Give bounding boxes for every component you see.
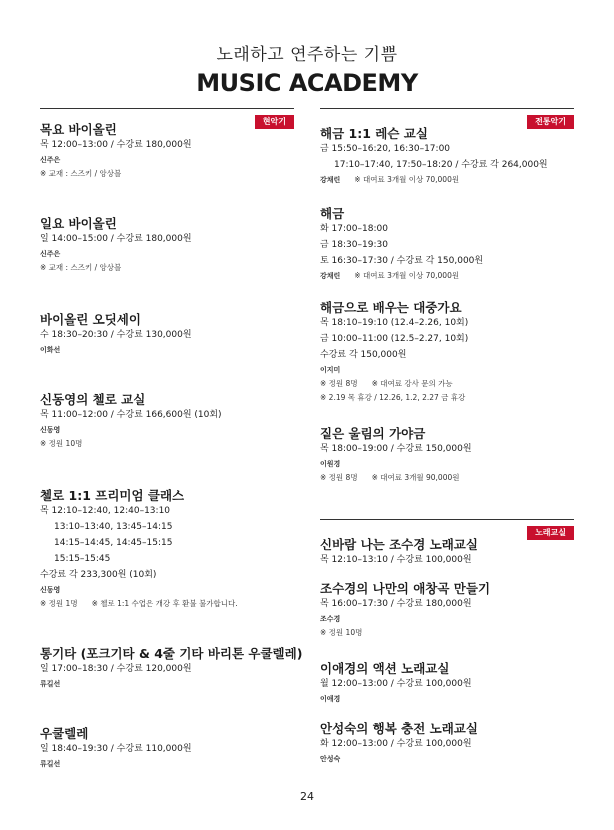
course-note: ※ 첼로 1:1 수업은 개강 후 환불 불가합니다. xyxy=(91,599,238,608)
course-schedule: 화 12:00–13:00 / 수강료 100,000원 xyxy=(320,739,472,749)
course-cello-premium xyxy=(40,488,294,611)
course-acoustic-guitar xyxy=(40,646,303,691)
section-traditional xyxy=(320,108,574,482)
section-singing xyxy=(320,519,574,763)
header-title: MUSIC ACADEMY xyxy=(196,69,418,97)
section-strings xyxy=(40,108,303,768)
course-title: 해금 xyxy=(320,206,345,221)
course-schedule: 일 18:40–19:30 / 수강료 110,000원 xyxy=(40,744,192,754)
course-sunday-violin xyxy=(40,216,294,275)
course-schedule: 목 18:10–19:10 (12.4–2.26, 10회) xyxy=(320,318,469,328)
course-title: 통기타 (포크기타 & 4줄 기타 바리톤 우쿨렐레) xyxy=(40,646,303,661)
course-note: ※ 정원 8명 xyxy=(320,379,358,388)
section-tag-singing: 노래교실 xyxy=(527,526,574,540)
course-title: 조수경의 나만의 애창곡 만들기 xyxy=(320,581,491,596)
course-notes xyxy=(320,377,574,391)
course-schedule: 화 17:00–18:00 xyxy=(320,224,388,234)
course-ukulele xyxy=(40,726,294,771)
course-note: ※ 교재 : 스즈키 / 앙상블 xyxy=(40,169,122,178)
course-schedule: 목 18:00–19:00 / 수강료 150,000원 xyxy=(320,444,472,454)
course-instructor: 이화선 xyxy=(40,346,61,354)
course-title: 이애경의 액션 노래교실 xyxy=(320,661,450,676)
course-title: 바이올린 오딧세이 xyxy=(40,312,141,327)
section-tag-strings: 현악기 xyxy=(255,115,294,129)
course-note: ※ 교재 : 스즈키 / 앙상블 xyxy=(40,263,122,272)
course-instructor: 신주은 xyxy=(40,156,61,164)
course-instructor: 신주은 xyxy=(40,250,61,258)
section-divider xyxy=(320,108,574,126)
course-haegeum-lesson xyxy=(320,126,574,187)
course-note: ※ 대여료 3개월 이상 70,000원 xyxy=(354,271,460,280)
course-notes xyxy=(40,597,294,611)
course-schedule: 목 12:10–13:10 / 수강료 100,000원 xyxy=(320,555,472,565)
course-schedule: 금 15:50–16:20, 16:30–17:00 xyxy=(320,144,451,154)
course-title: 안성숙의 행복 충전 노래교실 xyxy=(320,721,478,736)
course-schedule: 금 18:30–19:30 xyxy=(320,240,388,250)
course-instructor: 이애경 xyxy=(320,695,341,703)
course-josukyung-singing xyxy=(320,537,574,568)
course-title: 목요 바이올린 xyxy=(40,122,117,137)
page-number: 24 xyxy=(300,790,314,803)
course-schedule: 월 12:00–13:00 / 수강료 100,000원 xyxy=(320,679,472,689)
course-instructor: 신동영 xyxy=(40,586,61,594)
course-ansungsuk-singing xyxy=(320,721,574,766)
course-instructor: 이지미 xyxy=(320,366,341,374)
course-note: ※ 정원 10명 xyxy=(40,439,83,448)
course-leeaekyung-singing xyxy=(320,661,574,706)
course-gayageum xyxy=(320,426,574,485)
course-note: ※ 2.19 목 휴강 / 12.26, 1.2, 2.27 금 휴강 xyxy=(320,393,466,402)
course-title: 신바람 나는 조수경 노래교실 xyxy=(320,537,478,552)
course-title: 신동영의 첼로 교실 xyxy=(40,392,146,407)
course-schedule: 일 17:00–18:30 / 수강료 120,000원 xyxy=(40,664,192,674)
course-schedule: 14:15–14:45, 14:45–15:15 xyxy=(54,538,173,548)
course-schedule: 13:10–13:40, 13:45–14:15 xyxy=(54,522,173,532)
course-note: ※ 대여료 3개월 90,000원 xyxy=(371,473,460,482)
course-title: 우쿨렐레 xyxy=(40,726,89,741)
course-instructor: 안성숙 xyxy=(320,755,341,763)
course-instructor: 신동영 xyxy=(40,426,61,434)
course-haegeum-pop xyxy=(320,300,574,405)
course-schedule: 17:10–17:40, 17:50–18:20 / 수강료 각 264,000원 xyxy=(334,160,548,170)
course-title: 짙은 울림의 가야금 xyxy=(320,426,426,441)
course-instructor: 이원경 xyxy=(320,460,341,468)
header-subtitle: 노래하고 연주하는 기쁨 xyxy=(216,45,398,65)
course-title: 일요 바이올린 xyxy=(40,216,117,231)
course-schedule: 목 16:00–17:30 / 수강료 180,000원 xyxy=(320,599,472,609)
course-instructor: 강채린 xyxy=(320,176,341,184)
course-schedule: 목 11:00–12:00 / 수강료 166,600원 (10회) xyxy=(40,410,222,420)
course-note: ※ 대여료 3개월 이상 70,000원 xyxy=(354,175,460,184)
course-cello-class xyxy=(40,392,294,451)
course-instructor: 조수경 xyxy=(320,615,341,623)
course-schedule: 일 14:00–15:00 / 수강료 180,000원 xyxy=(40,234,192,244)
course-thursday-violin xyxy=(40,122,294,181)
course-instructor: 류길선 xyxy=(40,680,61,688)
course-title: 해금 1:1 레슨 교실 xyxy=(320,126,428,141)
section-divider xyxy=(320,519,574,537)
course-instructor: 류길선 xyxy=(40,760,61,768)
course-note: ※ 정원 10명 xyxy=(320,628,363,637)
course-violin-odyssey xyxy=(40,312,294,357)
course-meta xyxy=(320,269,574,283)
section-divider xyxy=(40,108,294,126)
course-title: 첼로 1:1 프리미엄 클래스 xyxy=(40,488,185,503)
course-fee: 수강료 각 150,000원 xyxy=(320,350,407,360)
course-schedule: 토 16:30–17:30 / 수강료 각 150,000원 xyxy=(320,256,484,266)
course-schedule: 목 12:00–13:00 / 수강료 180,000원 xyxy=(40,140,192,150)
page-header xyxy=(0,40,614,97)
section-tag-traditional: 전통악기 xyxy=(527,115,574,129)
course-notes xyxy=(320,471,574,485)
course-note: ※ 정원 8명 xyxy=(320,473,358,482)
course-title: 해금으로 배우는 대중가요 xyxy=(320,300,462,315)
course-note: ※ 대여료 강사 문의 가능 xyxy=(371,379,453,388)
course-josukyung-favorite-song xyxy=(320,581,574,640)
course-schedule: 목 12:10–12:40, 12:40–13:10 xyxy=(40,506,171,516)
course-meta xyxy=(320,173,574,187)
course-schedule: 15:15–15:45 xyxy=(54,554,111,564)
course-note: ※ 정원 1명 xyxy=(40,599,78,608)
course-schedule: 수 18:30–20:30 / 수강료 130,000원 xyxy=(40,330,192,340)
course-schedule: 금 10:00–11:00 (12.5–2.27, 10회) xyxy=(320,334,469,344)
course-haegeum xyxy=(320,206,574,283)
course-fee: 수강료 각 233,300원 (10회) xyxy=(40,570,157,580)
course-instructor: 강채린 xyxy=(320,272,341,280)
